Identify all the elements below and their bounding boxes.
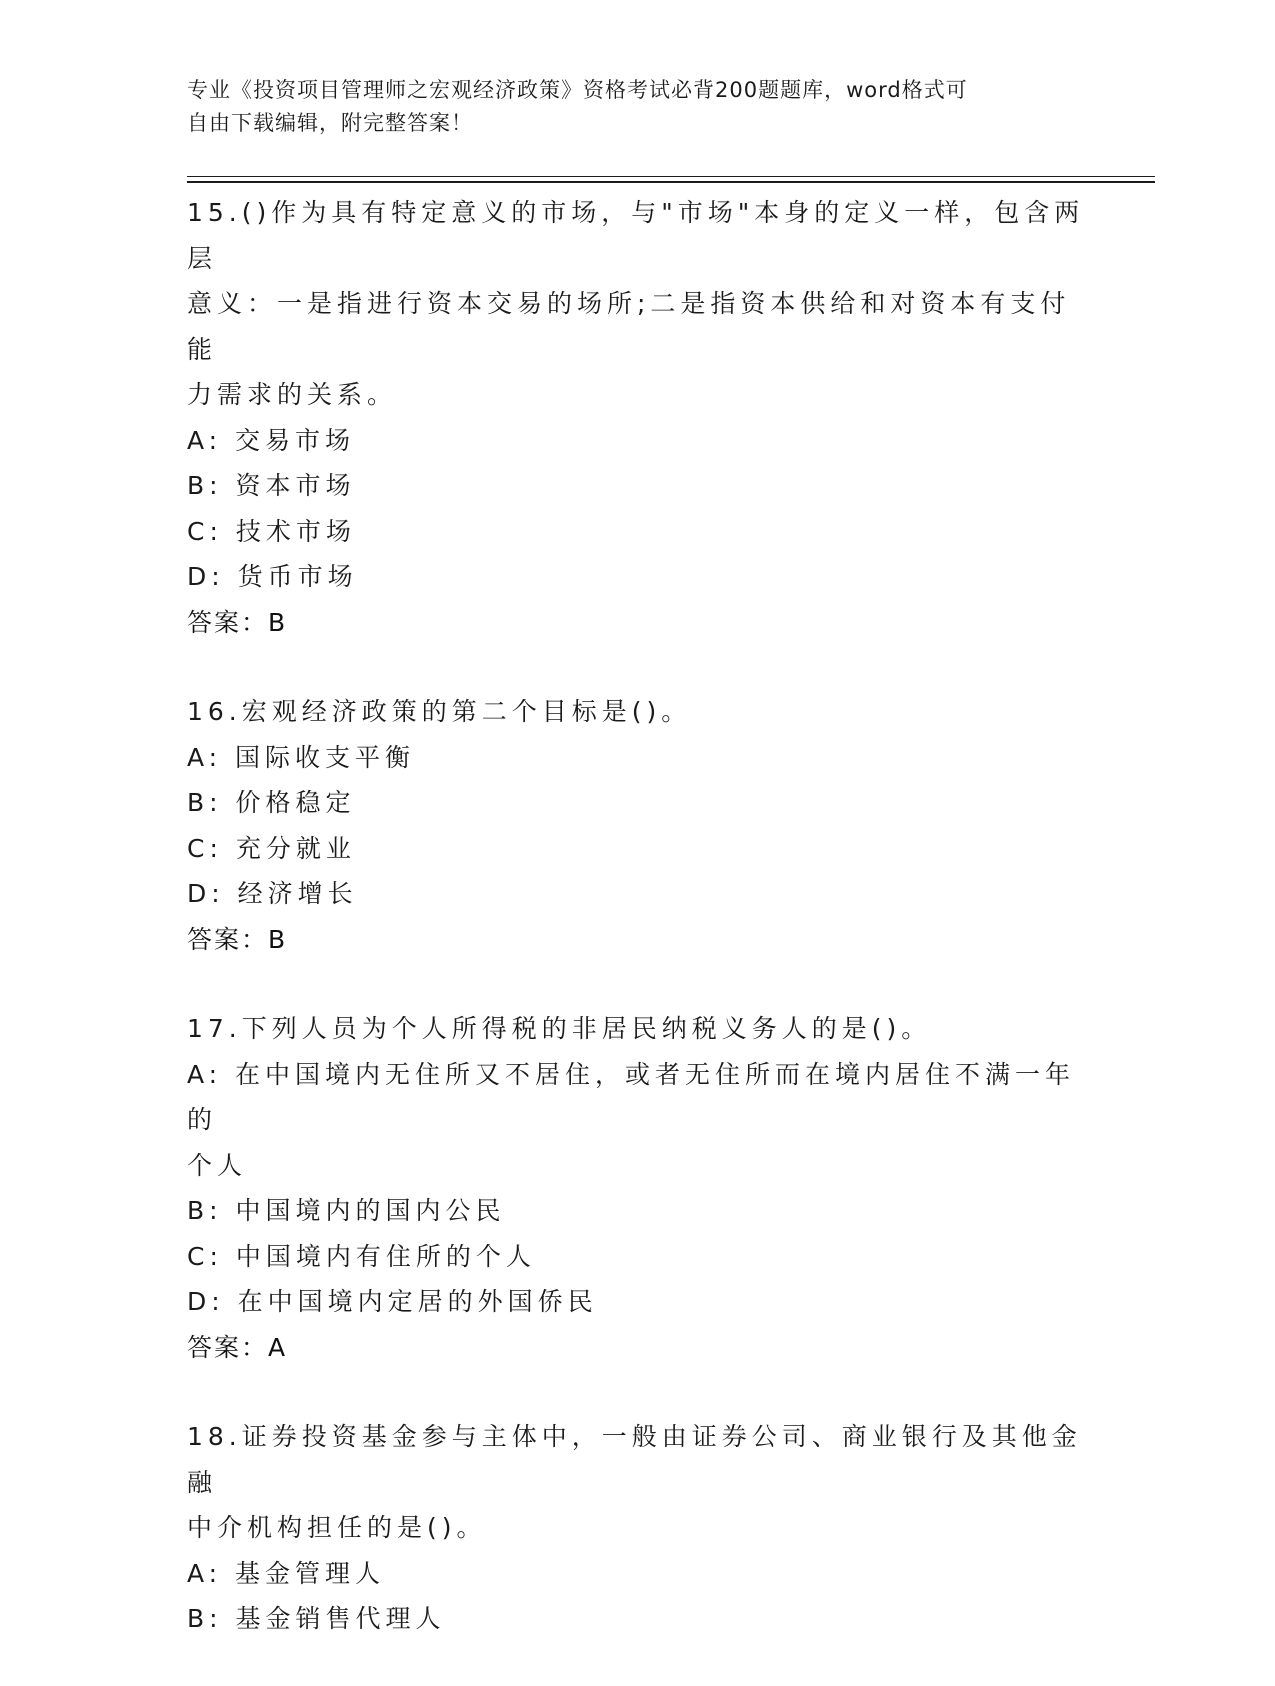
answer-option-line: A: 交易市场: [187, 425, 356, 455]
question-stem-line: 18.证券投资基金参与主体中，一般由证券公司、商业银行及其他金融: [187, 1422, 1082, 1497]
header-divider-thick: [187, 181, 1155, 183]
answer-key: 答案：B: [187, 607, 288, 637]
header-line-2: 自由下载编辑，附完整答案！: [187, 111, 473, 135]
question-block: [187, 689, 1087, 962]
question-block: [187, 1006, 1087, 1370]
answer-option-line: C: 技术市场: [187, 516, 356, 546]
answer-option-line: A: 国际收支平衡: [187, 742, 416, 772]
answer-option-line: D: 货币市场: [187, 562, 358, 591]
answer-option-line: D: 在中国境内定居的外国侨民: [187, 1287, 598, 1316]
answer-option-line: A: 在中国境内无住所又不居住，或者无住所而在境内居住不满一年的: [187, 1059, 1076, 1134]
question-stem-line: 15.()作为具有特定意义的市场，与"市场"本身的定义一样，包含两层: [187, 198, 1085, 273]
header-divider-thin: [187, 176, 1155, 177]
answer-option-line: C: 中国境内有住所的个人: [187, 1241, 536, 1271]
header-line-1: 专业《投资项目管理师之宏观经济政策》资格考试必背200题题库，word格式可: [187, 78, 968, 102]
question-stem-line: 17.下列人员为个人所得税的非居民纳税义务人的是()。: [187, 1014, 932, 1043]
question-stem-line: 力需求的关系。: [187, 380, 398, 409]
question-stem-line: 中介机构担任的是()。: [187, 1513, 487, 1542]
question-stem-line: 16.宏观经济政策的第二个目标是()。: [187, 697, 692, 726]
question-stem-line: 意义：一是指进行资本交易的场所;二是指资本供给和对资本有支付能: [187, 289, 1071, 364]
answer-option-line: B: 中国境内的国内公民: [187, 1196, 506, 1225]
answer-option-line: B: 基金销售代理人: [187, 1604, 446, 1633]
question-block: [187, 1414, 1087, 1642]
answer-option-line: 个人: [187, 1150, 248, 1180]
answer-option-line: B: 资本市场: [187, 471, 356, 500]
question-block: [187, 190, 1087, 645]
document-header: [187, 74, 1067, 140]
answer-option-line: D: 经济增长: [187, 879, 358, 908]
answer-option-line: C: 充分就业: [187, 833, 356, 863]
answer-key: 答案：A: [187, 1332, 288, 1362]
answer-key: 答案：B: [187, 924, 288, 954]
answer-option-line: A: 基金管理人: [187, 1558, 386, 1588]
question-list: [187, 190, 1087, 1686]
answer-option-line: B: 价格稳定: [187, 788, 356, 817]
